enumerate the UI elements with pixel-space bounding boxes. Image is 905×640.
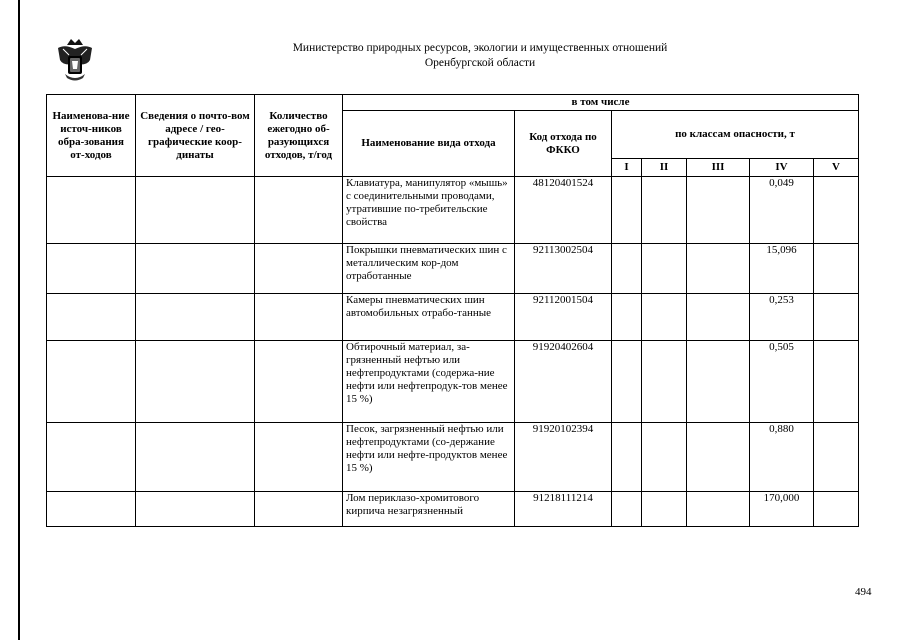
header-code: Код отхода по ФККО: [515, 111, 612, 177]
source-cell: [47, 423, 136, 492]
table-row: [47, 294, 859, 341]
class-iv-cell: 0,505: [750, 341, 814, 423]
class-v-cell: [814, 244, 859, 294]
source-cell: [47, 244, 136, 294]
class-i-cell: [612, 492, 642, 527]
class-v-cell: [814, 492, 859, 527]
class-i-cell: [612, 341, 642, 423]
class-ii-cell: [642, 294, 687, 341]
page-edge-rule: [18, 0, 20, 640]
class-iii-cell: [687, 423, 750, 492]
region-name: Оренбургской области: [424, 57, 536, 69]
source-cell: [47, 177, 136, 244]
class-ii-cell: [642, 177, 687, 244]
quantity-cell: [255, 492, 343, 527]
waste-name-cell: Лом периклазо-хромитового кирпича незагрязненный: [343, 492, 515, 527]
class-i-cell: [612, 294, 642, 341]
waste-name-cell: Песок, загрязненный нефтью или нефтепродуктами (со-держание нефти или нефте-продуктов менее 15 %): [343, 423, 515, 492]
coat-of-arms-icon: [55, 36, 95, 82]
header-class-iv: IV: [750, 159, 814, 177]
waste-code-cell: 91218111214: [515, 492, 612, 527]
header-class-ii: II: [642, 159, 687, 177]
class-v-cell: [814, 294, 859, 341]
header-class-v: V: [814, 159, 859, 177]
class-iii-cell: [687, 492, 750, 527]
header-quantity: Количество ежегодно об-разующихся отходов, т/год: [255, 95, 343, 177]
waste-code-cell: 48120401524: [515, 177, 612, 244]
table-row: [47, 244, 859, 294]
class-iii-cell: [687, 294, 750, 341]
table-row: [47, 177, 859, 244]
quantity-cell: [255, 423, 343, 492]
waste-code-cell: 91920402604: [515, 341, 612, 423]
class-i-cell: [612, 423, 642, 492]
ministry-name: Министерство природных ресурсов, экологии и имущественных отношений: [292, 42, 668, 54]
class-i-cell: [612, 177, 642, 244]
table-row: [47, 341, 859, 423]
quantity-cell: [255, 244, 343, 294]
header-including: в том числе: [343, 95, 859, 111]
address-cell: [136, 492, 255, 527]
class-iii-cell: [687, 341, 750, 423]
waste-name-cell: Покрышки пневматических шин с металлическим кор-дом отработанные: [343, 244, 515, 294]
waste-code-cell: 92113002504: [515, 244, 612, 294]
waste-code-cell: 92112001504: [515, 294, 612, 341]
class-ii-cell: [642, 492, 687, 527]
table-row: [47, 423, 859, 492]
quantity-cell: [255, 177, 343, 244]
quantity-cell: [255, 294, 343, 341]
class-ii-cell: [642, 423, 687, 492]
source-cell: [47, 492, 136, 527]
class-v-cell: [814, 341, 859, 423]
class-iv-cell: 170,000: [750, 492, 814, 527]
table-row: [47, 492, 859, 527]
header-address: Сведения о почто-вом адресе / гео-графические коор-динаты: [136, 95, 255, 177]
source-cell: [47, 294, 136, 341]
header-source-name: Наименова-ние источ-ников обра-зования от-ходов: [47, 95, 136, 177]
header-waste-name: Наименование вида отхода: [343, 111, 515, 177]
class-iv-cell: 0,049: [750, 177, 814, 244]
header-class-iii: III: [687, 159, 750, 177]
source-cell: [47, 341, 136, 423]
class-v-cell: [814, 177, 859, 244]
address-cell: [136, 294, 255, 341]
class-v-cell: [814, 423, 859, 492]
class-ii-cell: [642, 244, 687, 294]
class-iv-cell: 0,880: [750, 423, 814, 492]
address-cell: [136, 423, 255, 492]
address-cell: [136, 341, 255, 423]
waste-table: [46, 94, 859, 527]
class-iv-cell: 15,096: [750, 244, 814, 294]
waste-name-cell: Обтирочный материал, за-грязненный нефтью или нефтепродуктами (содержа-ние нефти или нефтепродук-тов менее 15 %): [343, 341, 515, 423]
class-iv-cell: 0,253: [750, 294, 814, 341]
class-ii-cell: [642, 341, 687, 423]
waste-code-cell: 91920102394: [515, 423, 612, 492]
header-hazard-classes: по классам опасности, т: [612, 111, 859, 159]
class-iii-cell: [687, 177, 750, 244]
address-cell: [136, 244, 255, 294]
document-header: [210, 41, 750, 71]
waste-name-cell: Клавиатура, манипулятор «мышь» с соединительными проводами, утратившие по-требительские свойства: [343, 177, 515, 244]
quantity-cell: [255, 341, 343, 423]
header-class-i: I: [612, 159, 642, 177]
address-cell: [136, 177, 255, 244]
class-i-cell: [612, 244, 642, 294]
page-number: 494: [855, 586, 872, 598]
class-iii-cell: [687, 244, 750, 294]
waste-name-cell: Камеры пневматических шин автомобильных отрабо-танные: [343, 294, 515, 341]
